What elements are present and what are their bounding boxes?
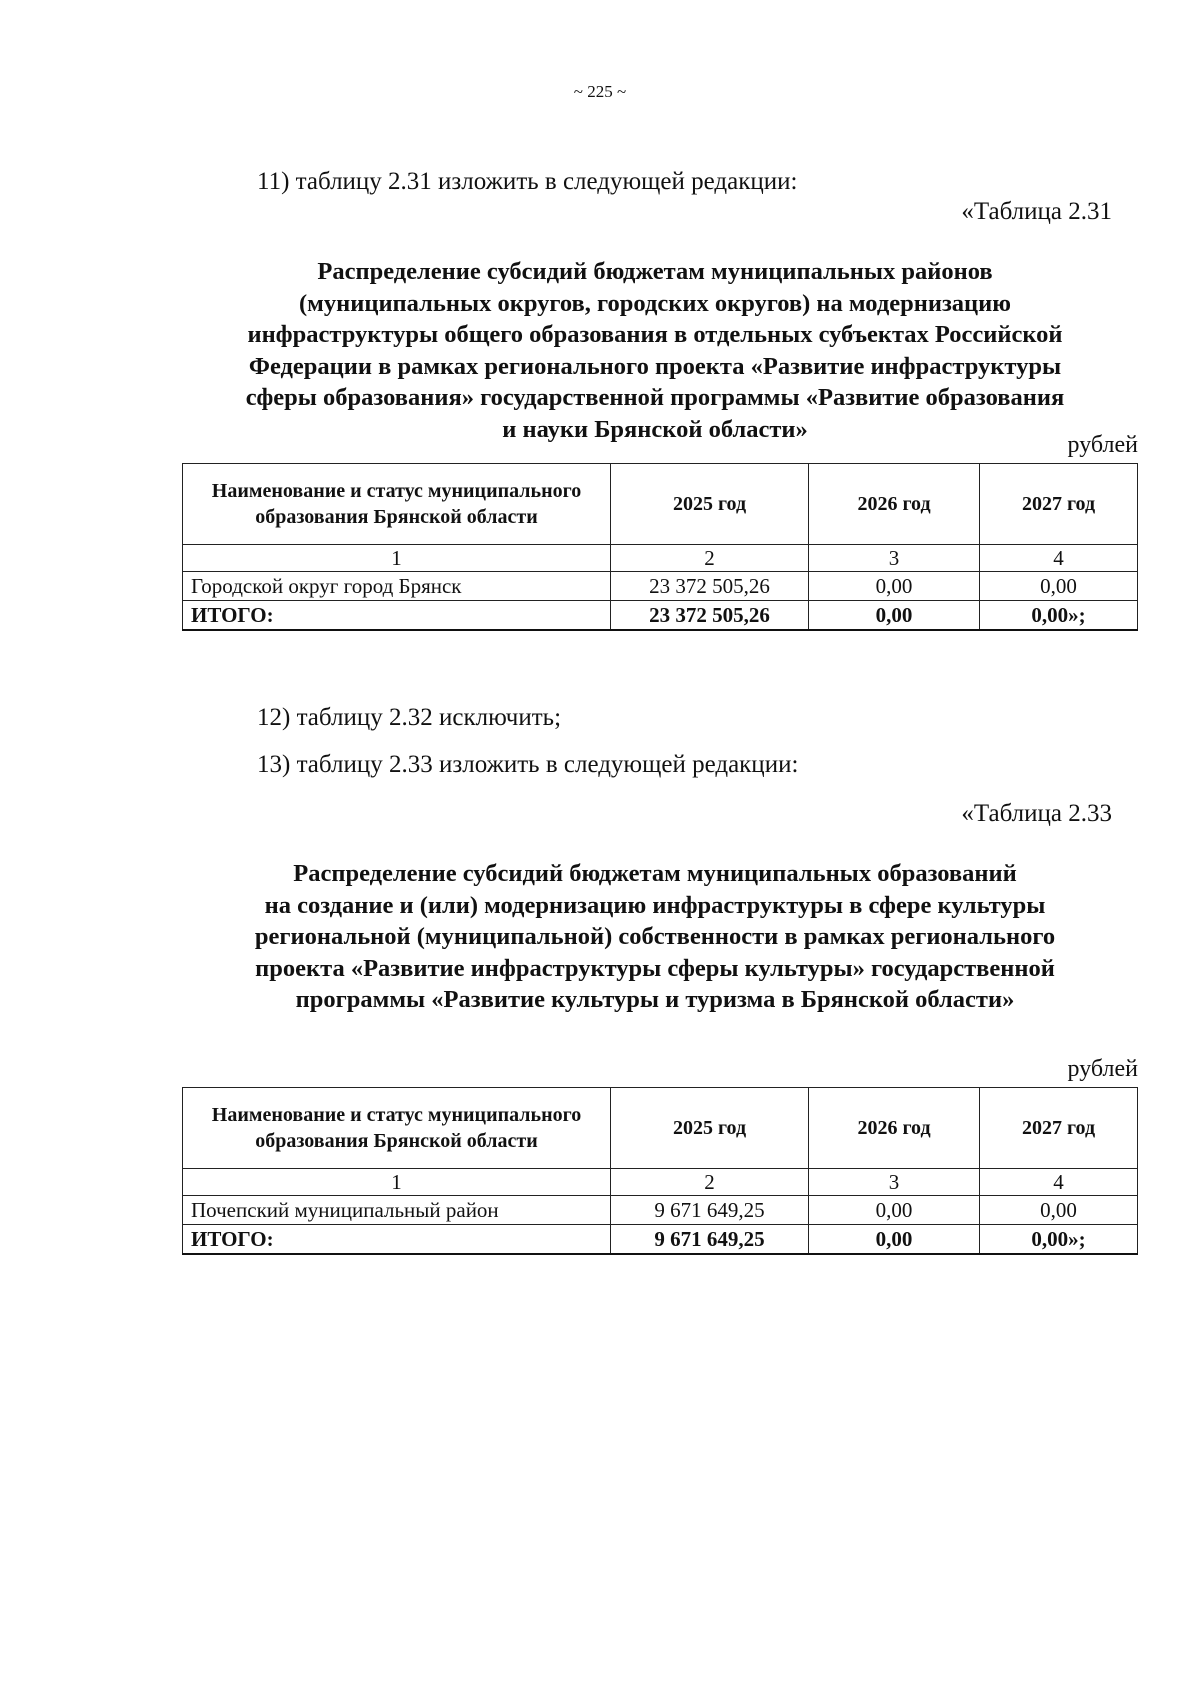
table-header-row: [183, 464, 1138, 545]
table-ref-2-31: «Таблица 2.31: [961, 198, 1112, 225]
col-header-2026: 2026 год: [809, 1088, 980, 1169]
col-index: 4: [980, 1169, 1138, 1196]
heading-line: Распределение субсидий бюджетам муниципальных образований: [293, 860, 1017, 887]
value-2025: 9 671 649,25: [611, 1196, 809, 1225]
heading-line: на создание и (или) модернизацию инфраструктуры в сфере культуры: [264, 891, 1046, 919]
total-2025: 23 372 505,26: [611, 601, 809, 631]
total-label: ИТОГО:: [183, 601, 611, 631]
col-header-2025: 2025 год: [611, 464, 809, 545]
col-header-name: Наименование и статус муниципального образования Брянской области: [183, 1088, 611, 1169]
heading-line: проекта «Развитие инфраструктуры сферы культуры» государственной: [255, 954, 1055, 982]
total-label: ИТОГО:: [183, 1225, 611, 1255]
col-header-name: Наименование и статус муниципального образования Брянской области: [183, 464, 611, 545]
instruction-11: 11) таблицу 2.31 изложить в следующей редакции:: [257, 168, 798, 195]
value-2025: 23 372 505,26: [611, 572, 809, 601]
unit-label: рублей: [1067, 1056, 1138, 1082]
table-header-row: [183, 1088, 1138, 1169]
table-2-33-heading: [180, 858, 1130, 1016]
instruction-13: 13) таблицу 2.33 изложить в следующей редакции:: [257, 751, 799, 778]
total-row: [183, 601, 1138, 631]
value-2026: 0,00: [809, 1196, 980, 1225]
value-2027: 0,00: [980, 572, 1138, 601]
table-ref-2-33: «Таблица 2.33: [961, 800, 1112, 827]
total-2027: 0,00»;: [980, 601, 1138, 631]
total-row: [183, 1225, 1138, 1255]
heading-line: инфраструктуры общего образования в отдельных субъектах Российской: [247, 321, 1063, 348]
column-index-row: [183, 545, 1138, 572]
table-2-31-heading: [180, 256, 1130, 445]
table-row: [183, 572, 1138, 601]
table-2-33: [182, 1087, 1138, 1255]
municipality-name: Почепский муниципальный район: [183, 1196, 611, 1225]
heading-line: Распределение субсидий бюджетам муниципальных районов: [317, 258, 993, 285]
col-index: 1: [183, 1169, 611, 1196]
col-index: 4: [980, 545, 1138, 572]
col-header-2027: 2027 год: [980, 1088, 1138, 1169]
heading-line: региональной (муниципальной) собственности в рамках регионального: [254, 923, 1056, 950]
heading-line: программы «Развитие культуры и туризма в Брянской области»: [295, 986, 1015, 1013]
col-index: 3: [809, 545, 980, 572]
heading-line: и науки Брянской области»: [502, 415, 808, 443]
table-2-31: [182, 463, 1138, 631]
value-2027: 0,00: [980, 1196, 1138, 1225]
col-index: 1: [183, 545, 611, 572]
col-header-2026: 2026 год: [809, 464, 980, 545]
unit-label: рублей: [1067, 432, 1138, 458]
col-index: 2: [611, 545, 809, 572]
col-header-2025: 2025 год: [611, 1088, 809, 1169]
heading-line: сферы образования» государственной программы «Развитие образования: [245, 384, 1065, 411]
col-index: 2: [611, 1169, 809, 1196]
total-2026: 0,00: [809, 601, 980, 631]
municipality-name: Городской округ город Брянск: [183, 572, 611, 601]
total-2027: 0,00»;: [980, 1225, 1138, 1255]
page-number: ~ 225 ~: [573, 82, 627, 101]
instruction-12: 12) таблицу 2.32 исключить;: [257, 704, 562, 731]
heading-line: Федерации в рамках регионального проекта «Развитие инфраструктуры: [248, 352, 1062, 380]
value-2026: 0,00: [809, 572, 980, 601]
column-index-row: [183, 1169, 1138, 1196]
table-row: [183, 1196, 1138, 1225]
heading-line: (муниципальных округов, городских округов) на модернизацию: [299, 289, 1011, 317]
total-2026: 0,00: [809, 1225, 980, 1255]
col-header-2027: 2027 год: [980, 464, 1138, 545]
col-index: 3: [809, 1169, 980, 1196]
total-2025: 9 671 649,25: [611, 1225, 809, 1255]
